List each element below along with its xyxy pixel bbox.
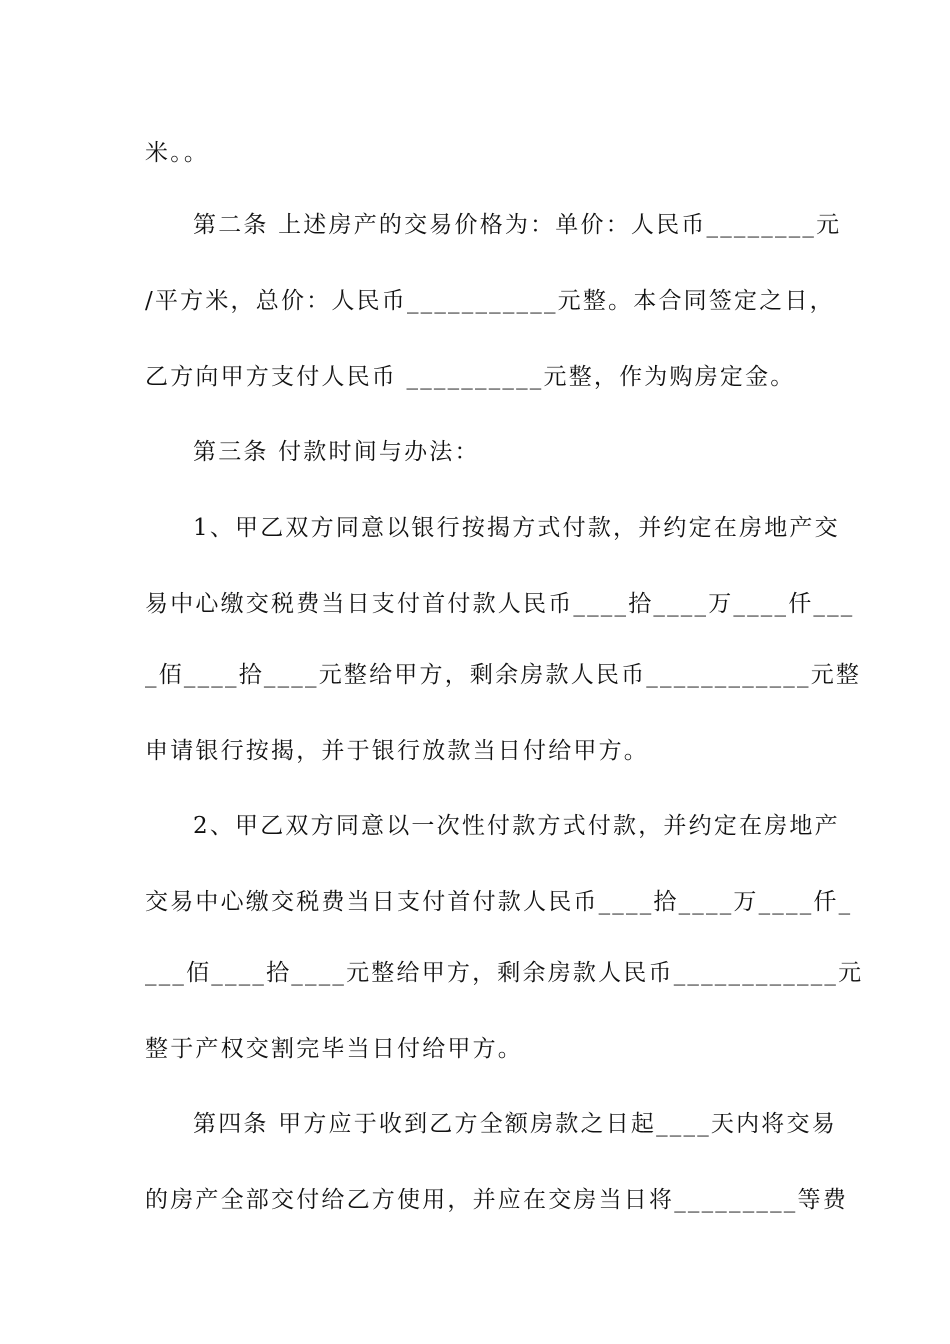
clause-2-line-2: 交易中心缴交税费当日支付首付款人民币____拾____万____仟_ [145, 889, 853, 915]
article-3-heading: 第三条 付款时间与办法： [193, 439, 480, 465]
clause-1-line-3: _佰____拾____元整给甲方，剩余房款人民币____________元整 [145, 662, 862, 688]
article-4-line-1: 第四条 甲方应于收到乙方全额房款之日起____天内将交易 [193, 1111, 837, 1137]
clause-1-line-2: 易中心缴交税费当日支付首付款人民币____拾____万____仟___ [145, 591, 855, 617]
clause-1-line-1: 1、甲乙双方同意以银行按揭方式付款，并约定在房地产交 [193, 515, 840, 541]
article-2-line-3: 乙方向甲方支付人民币 __________元整，作为购房定金。 [145, 364, 796, 390]
article-2-line-1: 第二条 上述房产的交易价格为：单价：人民币________元 [193, 212, 842, 238]
clause-2-line-3: ___佰____拾____元整给甲方，剩余房款人民币____________元 [145, 960, 864, 986]
clause-1-line-4: 申请银行按揭，并于银行放款当日付给甲方。 [145, 738, 649, 764]
article-2-line-2: /平方米，总价：人民币___________元整。本合同签定之日， [145, 288, 835, 314]
clause-2-line-4: 整于产权交割完毕当日付给甲方。 [145, 1036, 523, 1062]
clause-2-line-1: 2、甲乙双方同意以一次性付款方式付款，并约定在房地产 [193, 813, 840, 839]
text-line-1: 米。。 [145, 140, 210, 166]
article-4-line-2: 的房产全部交付给乙方使用，并应在交房当日将_________等费 [145, 1187, 848, 1213]
